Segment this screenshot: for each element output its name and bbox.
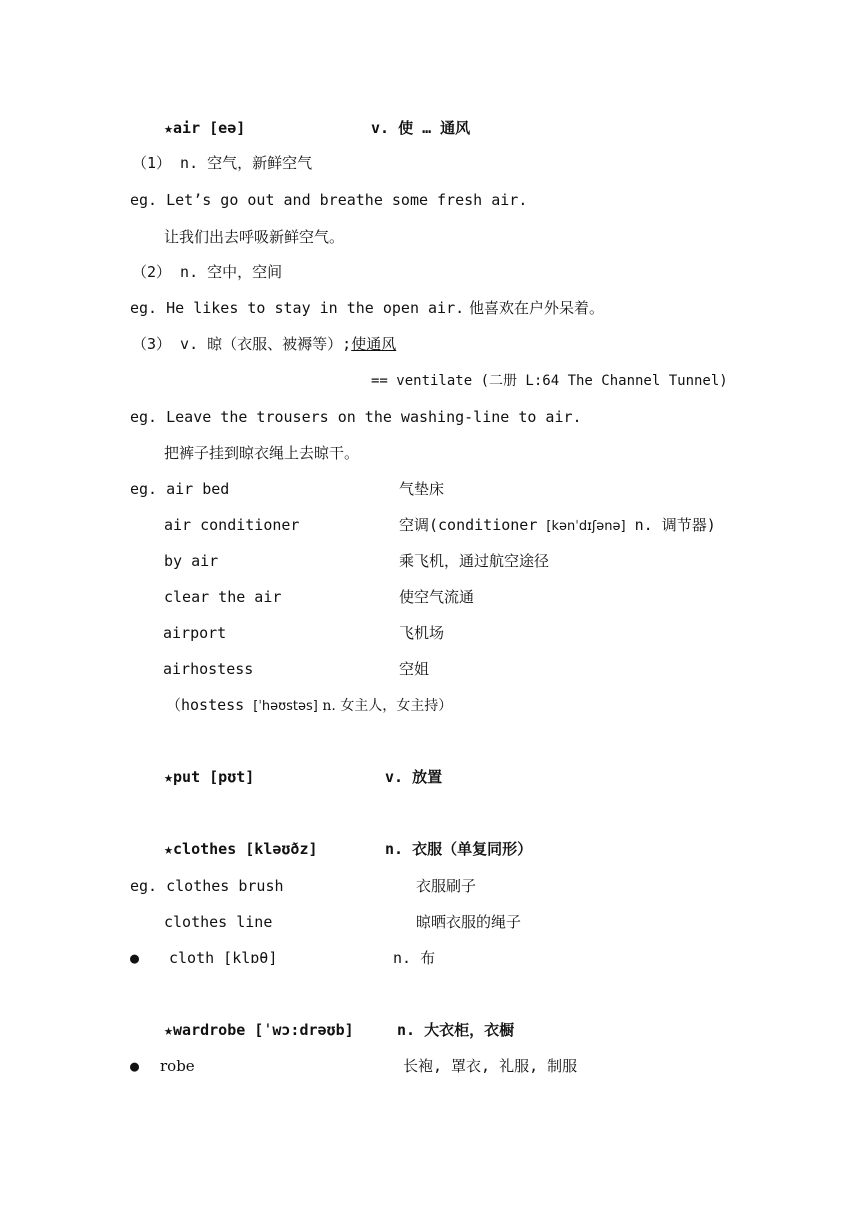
- example-sentence: eg. He likes to stay in the open air.: [130, 299, 465, 317]
- headword-wardrobe: ★wardrobe [ˈwɔ:drəʊb]: [164, 1021, 354, 1039]
- phrase-en: airhostess: [163, 660, 254, 678]
- phrase-en: airport: [163, 624, 227, 642]
- example-translation: 让我们出去呼吸新鲜空气。: [164, 228, 345, 246]
- phrase-zh: 乘飞机，通过航空途径: [399, 552, 550, 570]
- note: [166, 695, 452, 717]
- phrase-en: eg. clothes brush: [130, 877, 284, 895]
- phrase-zh: 晾晒衣服的绳子: [416, 913, 522, 931]
- note-suffix: n. 女主人，女主持）: [317, 698, 453, 714]
- pos-put: v. 放置: [385, 768, 443, 786]
- bullet-icon: ●: [130, 949, 140, 967]
- related-word: robe: [160, 1057, 195, 1075]
- sense-3-underlined: 使通风: [351, 335, 397, 353]
- phrase-zh: [399, 515, 716, 537]
- phrase-zh: 气垫床: [399, 480, 445, 498]
- phrase-zh: 空姐: [399, 660, 430, 678]
- example-sentence: eg. Leave the trousers on the washing-line to air.: [130, 408, 582, 426]
- bullet-icon: ●: [130, 1057, 140, 1075]
- example-translation: 他喜欢在户外呆着。: [469, 299, 605, 317]
- phrase-zh: 衣服刷子: [416, 877, 477, 895]
- phrase-en: by air: [164, 552, 219, 570]
- phrase-ipa: [kənˈdɪʃənə]: [546, 519, 626, 534]
- pos-clothes: n. 衣服（单复同形）: [385, 840, 533, 858]
- sense-3-text: （3） v. 晾（衣服、被褥等）;: [132, 335, 352, 353]
- example-sentence: eg. Let’s go out and breathe some fresh air.: [130, 191, 528, 209]
- phrase-zh-suffix: n. 调节器): [625, 516, 716, 534]
- related-word: cloth [klɒθ]: [169, 949, 278, 967]
- sense-3: [132, 334, 396, 354]
- pos-air: v. 使 … 通风: [371, 119, 471, 137]
- sense-2: （2） n. 空中，空间: [132, 263, 283, 281]
- note-ipa: [ˈhəʊstəs]: [253, 699, 318, 714]
- phrase-zh-prefix: 空调(conditioner: [399, 516, 547, 534]
- note-prefix: （hostess: [166, 696, 254, 714]
- phrase-en: eg. air bed: [130, 480, 230, 498]
- phrase-en: air conditioner: [164, 516, 300, 534]
- example-translation: 把裤子挂到晾衣绳上去晾干。: [164, 444, 360, 462]
- phrase-en: clear the air: [164, 588, 282, 606]
- phrase-zh: 使空气流通: [399, 588, 475, 606]
- headword-air: ★air [eə]: [164, 119, 246, 137]
- cross-reference: == ventilate (二册 L:64 The Channel Tunnel): [371, 373, 728, 389]
- related-pos: n. 布: [393, 949, 436, 967]
- sense-1: （1） n. 空气，新鲜空气: [132, 154, 313, 172]
- phrase-zh: 飞机场: [399, 624, 445, 642]
- headword-put: ★put [pʊt]: [164, 768, 255, 786]
- related-zh: 长袍, 罩衣, 礼服, 制服: [403, 1057, 578, 1075]
- pos-wardrobe: n. 大衣柜，衣橱: [397, 1021, 515, 1039]
- headword-clothes: ★clothes [kləʊðz]: [164, 840, 318, 858]
- phrase-en: clothes line: [164, 913, 273, 931]
